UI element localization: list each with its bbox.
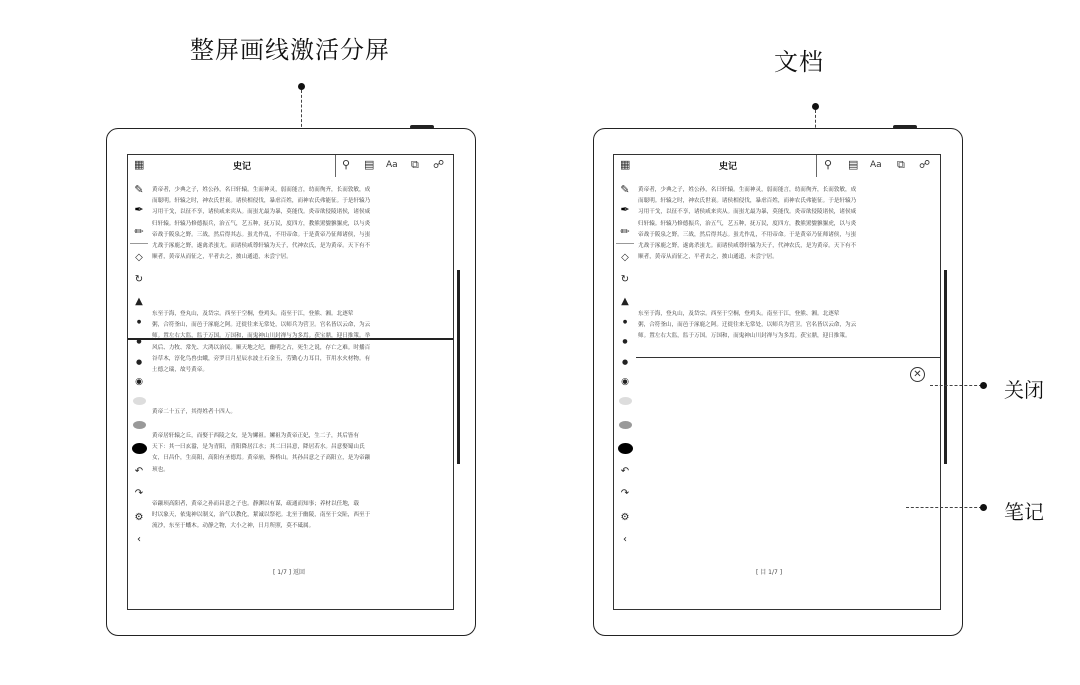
left-page-indicator[interactable]: [ 1/7 ] 返回 (273, 569, 306, 576)
marker-icon[interactable]: ✒ (134, 203, 144, 216)
text-line: 黄帝居轩辕之丘，而娶于西陵之女，是为嫘祖。嫘祖为黄帝正妃，生二子，其后皆有 (152, 433, 359, 439)
text-line: 天下：其一曰玄嚣，是为青阳，青阳降居江水；其二曰昌意，降居若水。昌意娶蜀山氏 (152, 444, 365, 451)
split-line[interactable] (128, 338, 453, 340)
text-line: 谷草木，淳化鸟兽虫蛾，旁罗日月星辰水波土石金玉，劳勤心力耳目，节用水火材物。有 (152, 355, 371, 362)
grid-menu-icon[interactable]: ▦ (620, 158, 631, 171)
notes-callout-label: 笔记 (1004, 500, 1044, 524)
right-caption-pointer-dot (812, 103, 819, 110)
lasso-icon[interactable]: ↻ (134, 274, 144, 285)
text-line: 粥，合符釜山，而邑于涿鹿之阿。迁徙往来无常处，以师兵为营卫。官名皆以云命，为云 (152, 322, 371, 329)
color-swatch-light[interactable] (133, 397, 146, 405)
search-icon[interactable]: ⚲ (342, 158, 351, 171)
stroke-size-xs[interactable]: ● (136, 319, 142, 325)
stroke-size-m[interactable]: ● (621, 358, 629, 366)
text-line: 女，曰昌仆，生高阳，高阳有圣德焉。黄帝崩，葬桥山。其孙昌意之子高阳立，是为帝颛 (152, 455, 371, 462)
text-line: 师。置左右大监，监于万国。万国和，而鬼神山川封禅与为多焉。获宝鼎，迎日推策。举 (152, 333, 371, 340)
grid-menu-icon[interactable]: ▦ (134, 158, 145, 171)
text-line: 东至于海，登丸山，及岱宗。西至于空桐，登鸡头。南至于江，登熊、湘。北逐荤 (638, 311, 840, 317)
eraser-icon[interactable]: ◇ (621, 252, 629, 263)
redo-icon[interactable]: ↷ (620, 488, 630, 499)
eraser-icon[interactable]: ◇ (135, 252, 143, 263)
bookmark-icon[interactable]: ⧉ (897, 158, 905, 171)
stroke-size-l[interactable]: ◉ (621, 377, 629, 387)
toc-icon[interactable]: ▤ (848, 158, 859, 171)
color-swatch-grey[interactable] (619, 421, 632, 429)
text-line: 尤战于涿鹿之野，遂禽杀蚩尤。而诸侯咸尊轩辕为天子，代神农氏，是为黄帝。天下有不 (152, 243, 371, 249)
tool-divider (616, 243, 634, 244)
pen-icon[interactable]: ✏ (134, 225, 144, 238)
text-line: 帝颛顼高阳者，黄帝之孙而昌意之子也。静渊以有谋，疏通而知事；养材以任地，载 (152, 501, 359, 507)
right-caption: 文档 (774, 48, 824, 76)
text-line: 粥，合符釜山，而邑于涿鹿之阿。迁徙往来无常处，以师兵为营卫。官名皆以云命，为云 (638, 322, 857, 329)
close-callout-label: 关闭 (1004, 378, 1044, 402)
undo-icon[interactable]: ↶ (134, 466, 144, 477)
text-line: 黄帝者，少典之子，姓公孙，名曰轩辕。生而神灵，弱而能言，幼而徇齐，长而敦敏，成 (152, 187, 371, 193)
stroke-size-l[interactable]: ◉ (135, 377, 143, 387)
left-caption-pointer-dot (298, 83, 305, 90)
notes-callout-leader (906, 507, 982, 508)
settings-icon[interactable]: ⚙ (134, 512, 144, 523)
tool-divider (130, 243, 148, 244)
right-toolbar-divider (816, 155, 817, 177)
text-line: 时以象天，依鬼神以制义，治气以教化，絜诚以祭祀。北至于幽陵，南至于交阯，西至于 (152, 512, 371, 519)
left-top-toolbar (128, 155, 453, 177)
text-line: 而聪明。轩辕之时，神农氏世衰。诸侯相侵伐，暴虐百姓，而神农氏弗能征。于是轩辕乃 (638, 198, 857, 205)
right-page-indicator[interactable]: [ 目 1/7 ] (756, 569, 783, 576)
share-icon[interactable]: ☍ (433, 158, 445, 171)
text-line: 归轩辕。轩辕乃修德振兵，治五气，艺五种，抚万民，度四方，教熊罴貔貅貙虎，以与炎 (638, 220, 857, 227)
close-circle-icon[interactable]: ✕ (910, 367, 925, 382)
undo-icon[interactable]: ↶ (620, 466, 630, 477)
left-toolbar-divider (335, 155, 336, 177)
close-callout-dot (980, 382, 987, 389)
text-line: 帝战于阪泉之野。三战，然后得其志。蚩尤作乱，不用帝命。于是黄帝乃征师诸侯，与蚩 (152, 231, 371, 238)
text-line: 尤战于涿鹿之野，遂禽杀蚩尤。而诸侯咸尊轩辕为天子，代神农氏，是为黄帝。天下有不 (638, 243, 857, 249)
color-swatch-grey[interactable] (133, 421, 146, 429)
text-line: 东至于海，登丸山，及岱宗。西至于空桐，登鸡头。南至于江，登熊、湘。北逐荤 (152, 311, 354, 317)
bookmark-icon[interactable]: ⧉ (411, 158, 419, 171)
color-swatch-black[interactable] (618, 443, 633, 454)
highlighter-icon[interactable]: ▲ (135, 296, 143, 307)
settings-icon[interactable]: ⚙ (620, 512, 630, 523)
pencil-icon[interactable]: ✎ (620, 183, 630, 196)
text-line: 而聪明。轩辕之时，神农氏世衰。诸侯相侵伐，暴虐百姓，而神农氏弗能征。于是轩辕乃 (152, 198, 371, 205)
search-icon[interactable]: ⚲ (824, 158, 833, 171)
toc-icon[interactable]: ▤ (364, 158, 375, 171)
text-line: 顺者，黄帝从而征之，平者去之，披山通道，未尝宁居。 (152, 254, 292, 261)
text-line: 归轩辕。轩辕乃修德振兵，治五气，艺五种，抚万民，度四方，教熊罴貔貅貙虎，以与炎 (152, 220, 371, 227)
redo-icon[interactable]: ↷ (134, 488, 144, 499)
right-top-toolbar (614, 155, 940, 177)
highlighter-icon[interactable]: ▲ (621, 296, 629, 307)
stroke-size-xs[interactable]: ● (622, 319, 628, 325)
pen-icon[interactable]: ✏ (620, 225, 630, 238)
text-line: 习用干戈，以征不享，诸侯咸来宾从。而蚩尤最为暴，莫能伐。炎帝欲侵陵诸侯，诸侯咸 (638, 209, 857, 216)
collapse-chevron-icon[interactable]: ‹ (623, 534, 627, 545)
stroke-size-m[interactable]: ● (135, 358, 143, 366)
share-icon[interactable]: ☍ (919, 158, 931, 171)
collapse-chevron-icon[interactable]: ‹ (137, 534, 141, 545)
notes-callout-dot (980, 504, 987, 511)
right-book-title: 史记 (719, 162, 738, 172)
stroke-size-s[interactable]: ● (622, 338, 628, 345)
color-swatch-black[interactable] (132, 443, 147, 454)
left-caption: 整屏画线激活分屏 (190, 36, 390, 64)
right-device-power-button[interactable] (893, 125, 917, 129)
color-swatch-light[interactable] (619, 397, 632, 405)
notes-canvas[interactable] (636, 358, 940, 558)
text-line: 黄帝者，少典之子，姓公孙，名曰轩辕。生而神灵，弱而能言，幼而徇齐，长而敦敏，成 (638, 187, 857, 193)
text-line: 习用干戈，以征不享，诸侯咸来宾从。而蚩尤最为暴，莫能伐。炎帝欲侵陵诸侯，诸侯咸 (152, 209, 371, 216)
text-line: 土德之瑞，故号黄帝。 (152, 367, 208, 373)
lasso-icon[interactable]: ↻ (620, 274, 630, 285)
text-line: 顼也。 (152, 466, 169, 473)
left-screen (127, 154, 454, 610)
close-callout-leader (930, 385, 982, 386)
text-line: 流沙，东至于蟠木。动静之物，大小之神，日月所照，莫不砥属。 (152, 523, 315, 530)
left-device-power-button[interactable] (410, 125, 434, 129)
marker-icon[interactable]: ✒ (620, 203, 630, 216)
right-screen (613, 154, 941, 610)
stroke-size-s[interactable]: ● (136, 338, 142, 345)
font-size-icon[interactable]: Aa (870, 160, 882, 170)
text-line: 师。置左右大监，监于万国。万国和，而鬼神山川封禅与为多焉。获宝鼎，迎日推策。 (638, 333, 851, 340)
text-line: 黄帝二十五子，其得姓者十四人。 (152, 409, 236, 415)
text-line: 风后、力牧、常先、大鸿以治民。顺天地之纪，幽明之占，死生之说，存亡之难。时播百 (152, 344, 371, 351)
font-size-icon[interactable]: Aa (386, 160, 398, 170)
left-book-title: 史记 (233, 162, 252, 172)
right-device-edge-bar (944, 270, 947, 464)
pencil-icon[interactable]: ✎ (134, 183, 144, 196)
text-line: 帝战于阪泉之野。三战，然后得其志。蚩尤作乱，不用帝命。于是黄帝乃征师诸侯，与蚩 (638, 231, 857, 238)
text-line: 顺者，黄帝从而征之，平者去之，披山通道，未尝宁居。 (638, 254, 778, 261)
left-device-edge-bar (457, 270, 460, 464)
